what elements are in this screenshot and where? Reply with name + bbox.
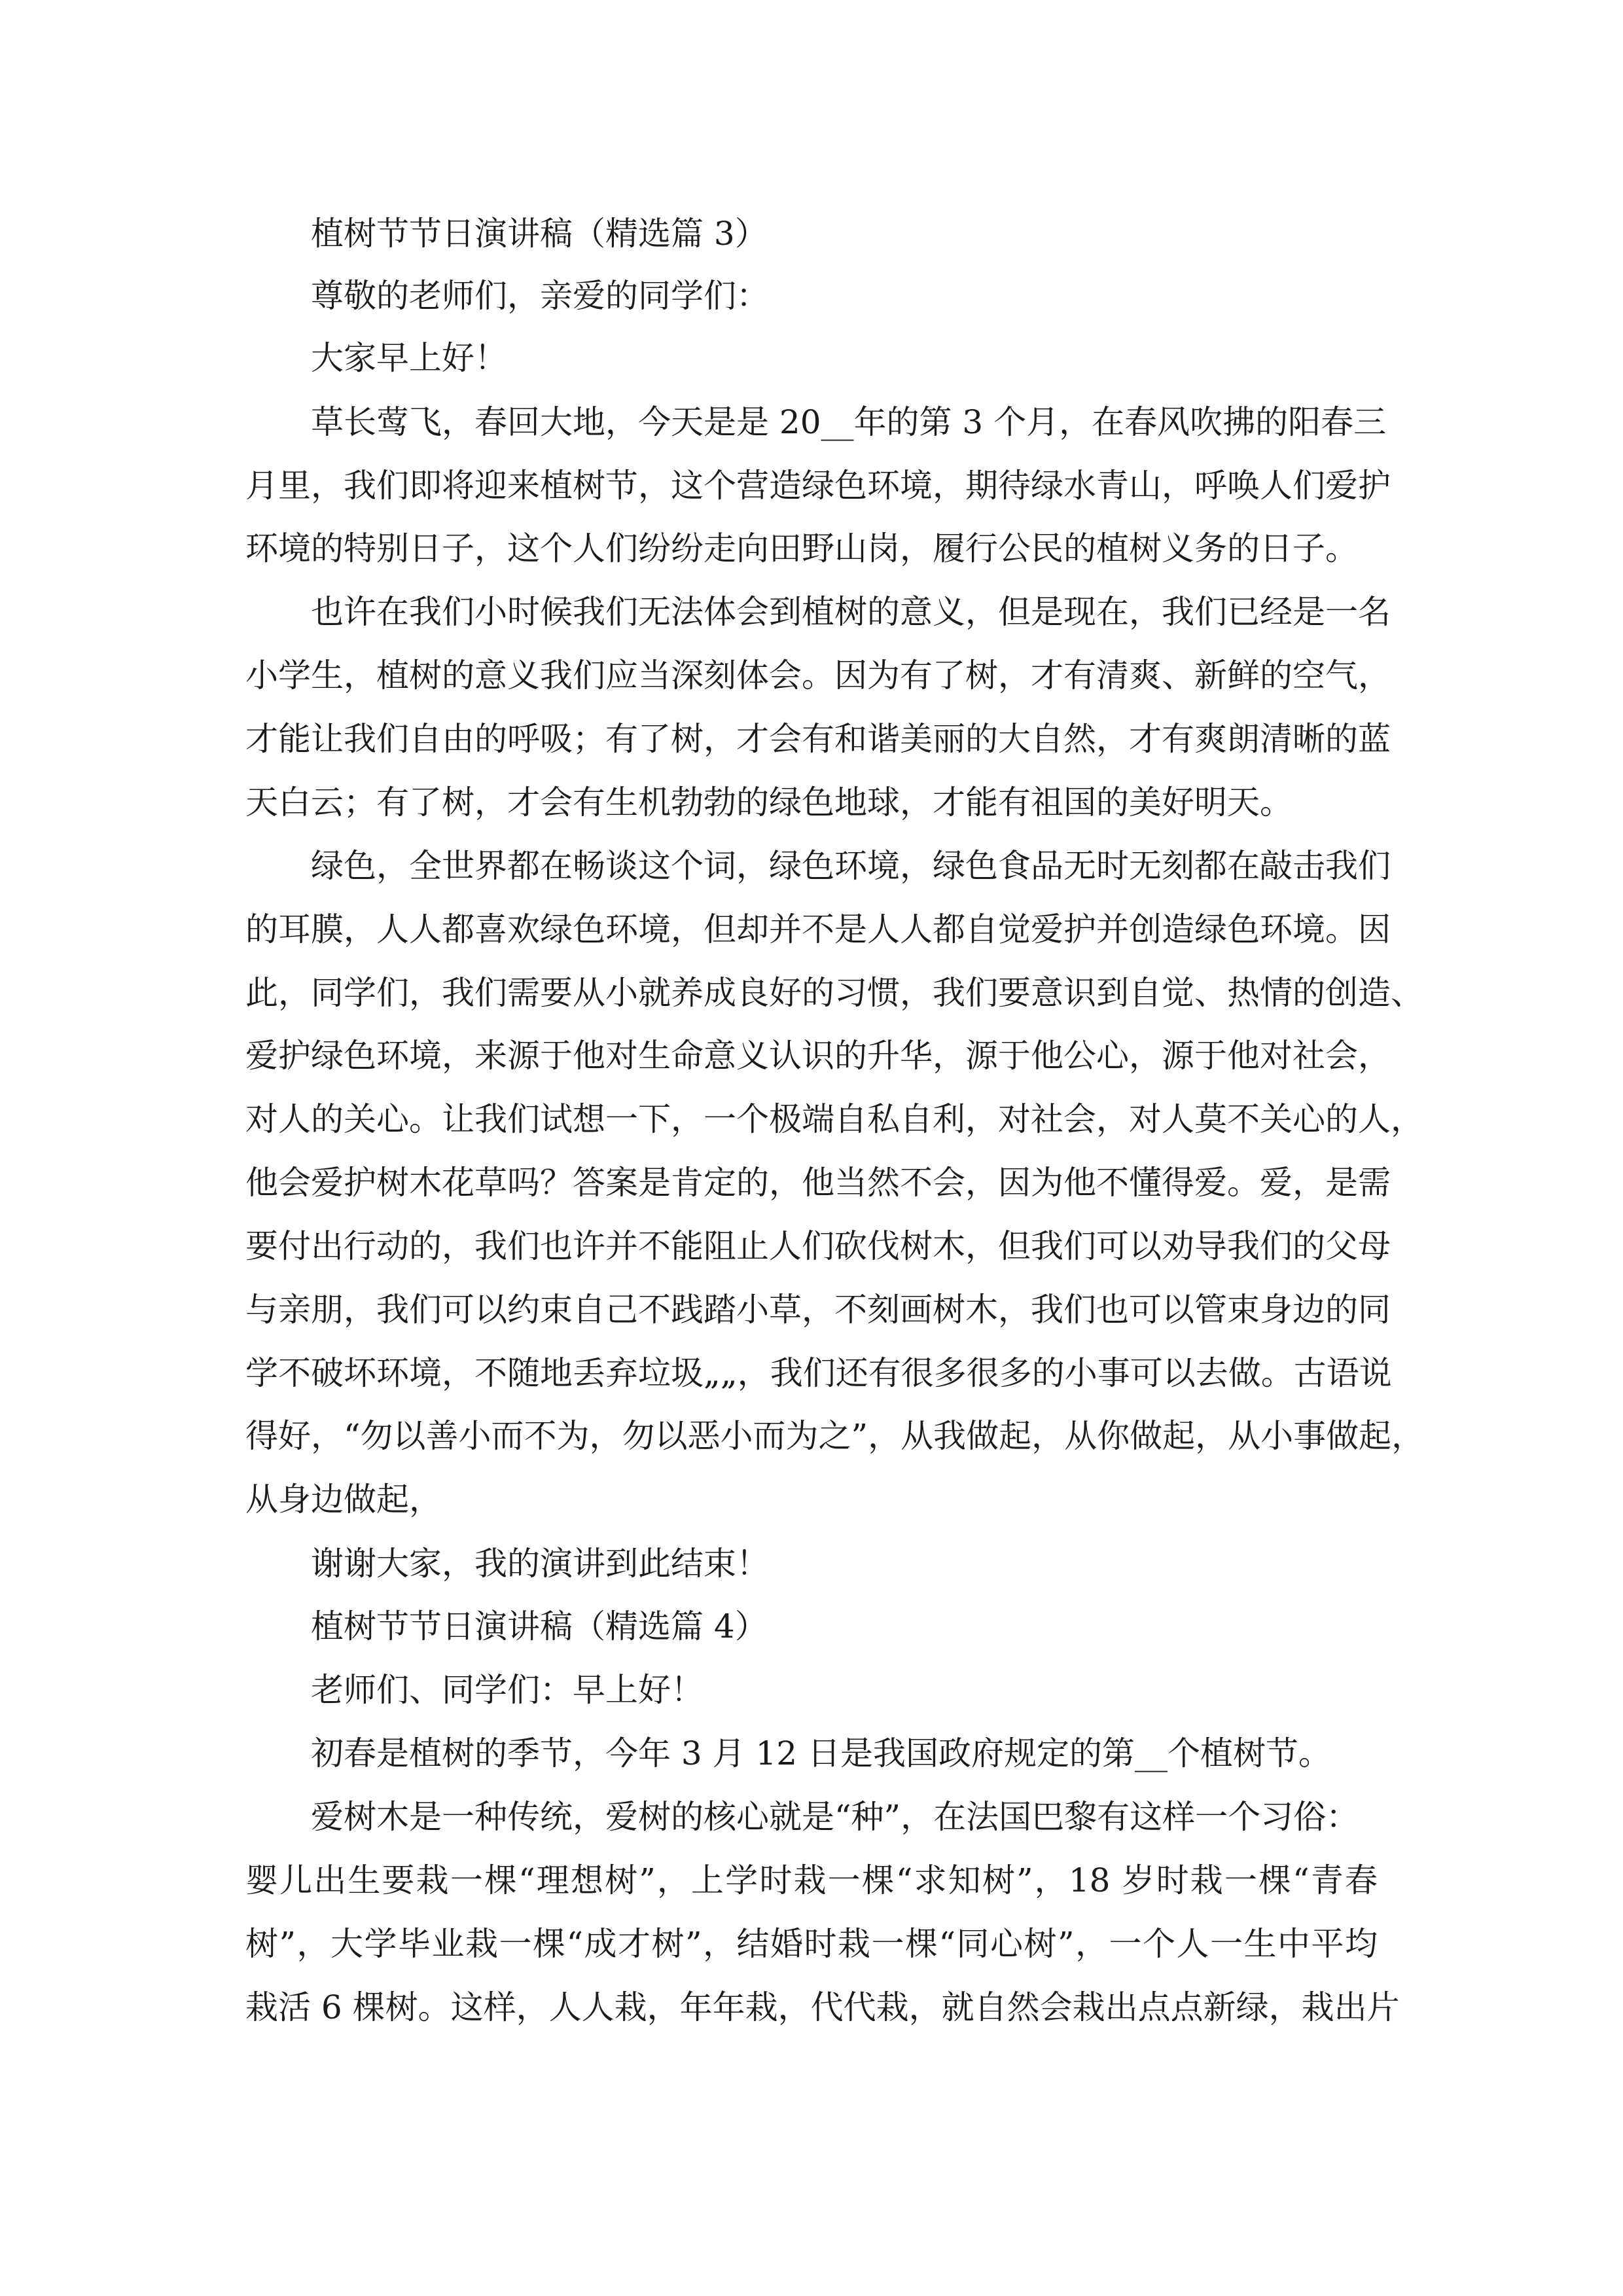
paragraph-line: 初春是植树的季节，今年 3 月 12 日是我国政府规定的第__个植树节。 [311,1734,1332,1772]
paragraph-line: 得好，“勿以善小而不为，勿以恶小而为之”，从我做起，从你做起，从小事做起， [245,1417,1425,1455]
paragraph-line: 月里，我们即将迎来植树节，这个营造绿色环境，期待绿水青山，呼唤人们爱护 [245,467,1391,505]
paragraph-line: 也许在我们小时候我们无法体会到植树的意义，但是现在，我们已经是一名 [311,593,1391,631]
paragraph-line: 从身边做起， [245,1480,442,1518]
paragraph-line: 的耳膜，人人都喜欢绿色环境，但却并不是人人都自觉爱护并创造绿色环境。因 [245,910,1391,948]
paragraph-line: 天白云；有了树，才会有生机勃勃的绿色地球，才能有祖国的美好明天。 [245,783,1293,821]
paragraph-line: 小学生，植树的意义我们应当深刻体会。因为有了树，才有清爽、新鲜的空气， [245,656,1391,694]
paragraph-line: 要付出行动的，我们也许并不能阻止人们砍伐树木，但我们可以劝导我们的父母 [245,1227,1391,1265]
paragraph-line: 栽活 6 棵树。这样，人人栽，年年栽，代代栽，就自然会栽出点点新绿，栽出片 [245,1988,1400,2026]
section-heading-4: 植树节节日演讲稿（精选篇 4） [311,1607,768,1645]
paragraph-line: 才能让我们自由的呼吸；有了树，才会有和谐美丽的大自然，才有爽朗清晰的蓝 [245,720,1391,758]
paragraph-line: 绿色，全世界都在畅谈这个词，绿色环境，绿色食品无时无刻都在敲击我们 [311,847,1391,885]
salutation-line: 老师们、同学们：早上好！ [311,1671,704,1709]
section-heading-3: 植树节节日演讲稿（精选篇 3） [311,215,768,253]
paragraph-line: 婴儿出生要栽一棵“理想树”，上学时栽一棵“求知树”，18 岁时栽一棵“青春 [245,1861,1378,1899]
paragraph-line: 草长莺飞，春回大地，今天是是 20__年的第 3 个月，在春风吹拂的阳春三 [311,403,1387,441]
paragraph-line: 爱树木是一种传统，爱树的核心就是“种”，在法国巴黎有这样一个习俗： [311,1798,1359,1836]
closing-line: 谢谢大家，我的演讲到此结束！ [311,1545,769,1583]
paragraph-line: 与亲朋，我们可以约束自己不践踏小草，不刻画树木，我们也可以管束身边的同 [245,1291,1391,1329]
paragraph-line: 对人的关心。让我们试想一下，一个极端自私自利，对社会，对人莫不关心的人， [245,1100,1423,1138]
salutation-line: 尊敬的老师们，亲爱的同学们： [311,277,769,315]
paragraph-line: 他会爱护树木花草吗？答案是肯定的，他当然不会，因为他不懂得爱。爱，是需 [245,1164,1391,1202]
paragraph-line: 树”，大学毕业栽一棵“成才树”，结婚时栽一棵“同心树”，一个人一生中平均 [245,1925,1378,1963]
paragraph-line: 环境的特别日子，这个人们纷纷走向田野山岗，履行公民的植树义务的日子。 [245,529,1358,567]
greeting-line: 大家早上好！ [311,339,507,377]
paragraph-line: 此，同学们，我们需要从小就养成良好的习惯，我们要意识到自觉、热情的创造、 [245,974,1423,1012]
paragraph-line: 学不破坏环境，不随地丢弃垃圾„„，我们还有很多很多的小事可以去做。古语说 [245,1354,1392,1392]
paragraph-line: 爱护绿色环境，来源于他对生命意义认识的升华，源于他公心，源于他对社会， [245,1037,1391,1075]
